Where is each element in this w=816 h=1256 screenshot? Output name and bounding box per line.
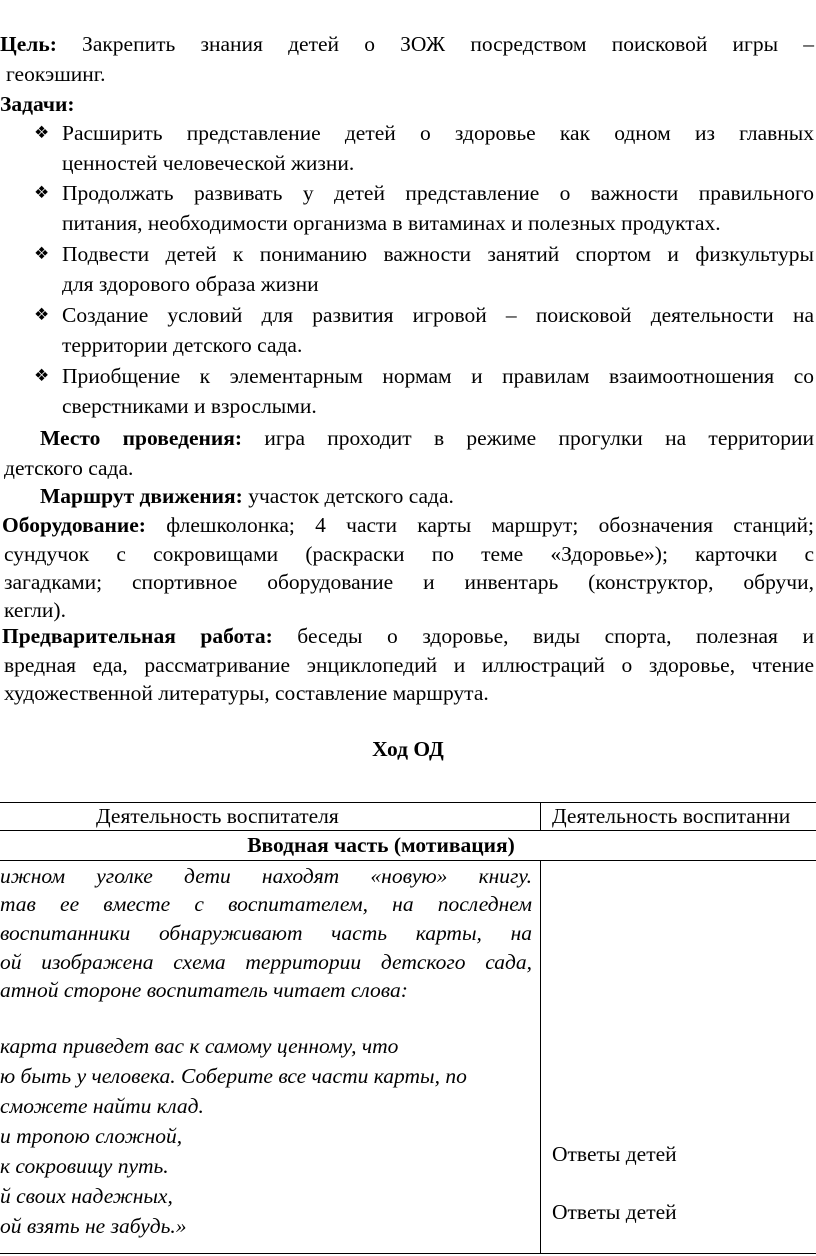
children-answer-1: Ответы детей <box>552 1142 677 1166</box>
column-header-children: Деятельность воспитанни <box>552 804 791 828</box>
place-text-continued: детского сада. <box>4 456 134 480</box>
teacher-line-5: атной стороне воспитатель читает слова: <box>0 978 408 1002</box>
task-2-line-2: питания, необходимости организма в витаминах и полезных продуктах. <box>62 211 721 235</box>
teacher-line-4: ой изображена схема территории детского сада, <box>0 950 532 974</box>
diamond-bullet-icon: ❖ <box>34 305 50 325</box>
teacher-line-3: воспитанники обнаруживают часть карты, на <box>0 921 532 945</box>
diamond-bullet-icon: ❖ <box>34 366 50 386</box>
task-2-line-1: Продолжать развивать у детей представление о важности правильного <box>62 181 814 205</box>
equipment-line-2: сундучок с сокровищами (раскраски по теме «Здоровье»); карточки с <box>4 542 814 566</box>
teacher-line-10: и тропою сложной, <box>0 1124 183 1148</box>
teacher-line-8: ю быть у человека. Соберите все части карты, по <box>0 1064 467 1088</box>
prework-line-3: художественной литературы, составление маршрута. <box>4 681 489 705</box>
place-line-1 <box>40 424 814 452</box>
task-1-line-1: Расширить представление детей о здоровье как одном из главных <box>62 121 814 145</box>
task-3-line-2: для здорового образа жизни <box>62 272 319 296</box>
place-label: Место проведения: <box>40 426 243 450</box>
goal-text: Закрепить знания детей о ЗОЖ посредством поисковой игры – <box>82 32 814 56</box>
task-4-line-1: Создание условий для развития игровой – поисковой деятельности на <box>62 303 814 327</box>
place-text: игра проходит в режиме прогулки на территории <box>264 426 814 450</box>
section-title: Ход ОД <box>372 737 444 761</box>
diamond-bullet-icon: ❖ <box>34 123 50 143</box>
task-1-line-2: ценностей человеческой жизни. <box>62 151 355 175</box>
route-label: Маршрут движения: <box>40 484 243 508</box>
table-border-bottom <box>0 1253 816 1254</box>
teacher-line-2: тав ее вместе с воспитателем, на последнем <box>0 892 532 916</box>
goal-line-1 <box>0 30 816 58</box>
teacher-line-7: карта приведет вас к самому ценному, что <box>0 1034 399 1058</box>
equipment-line-3: загадками; спортивное оборудование и инвентарь (конструктор, обручи, <box>4 570 814 594</box>
children-answer-2: Ответы детей <box>552 1200 677 1224</box>
task-4-line-2: территории детского сада. <box>62 333 303 357</box>
tasks-label: Задачи: <box>0 92 75 116</box>
diamond-bullet-icon: ❖ <box>34 183 50 203</box>
teacher-line-12: й своих надежных, <box>0 1184 173 1208</box>
teacher-line-1: ижном уголке дети находят «новую» книгу. <box>0 864 532 888</box>
equipment-line-4: кегли). <box>4 598 66 622</box>
teacher-line-9: сможете найти клад. <box>0 1094 204 1118</box>
column-header-teacher: Деятельность воспитателя <box>96 804 339 828</box>
task-5-line-1: Приобщение к элементарным нормам и правилам взаимоотношения со <box>62 364 814 388</box>
goal-label: Цель: <box>0 32 57 56</box>
prework-line-2: вредная еда, рассматривание энциклопедий и иллюстраций о здоровье, чтение <box>4 653 814 677</box>
table-section-divider <box>0 860 816 861</box>
table-column-divider-header <box>540 802 541 830</box>
diamond-bullet-icon: ❖ <box>34 244 50 264</box>
table-column-divider-body <box>540 860 541 1254</box>
equipment-line-1: Оборудование: флешколонка; 4 части карты маршрут; обозначения станций; <box>2 513 814 537</box>
goal-text-continued: геокэшинг. <box>6 62 106 86</box>
prework-label: Предварительная работа: <box>2 624 273 648</box>
teacher-line-13: ой взять не забудь.» <box>0 1214 187 1238</box>
activity-table <box>0 802 816 1254</box>
equipment-label: Оборудование: <box>2 513 146 537</box>
route-line <box>40 482 454 510</box>
route-text: участок детского сада. <box>248 484 454 508</box>
teacher-line-11: к сокровищу путь. <box>0 1154 169 1178</box>
prework-line-1: Предварительная работа: беседы о здоровье, виды спорта, полезная и <box>2 624 814 648</box>
section-row-title: Вводная часть (мотивация) <box>247 833 515 857</box>
task-3-line-1: Подвести детей к пониманию важности занятий спортом и физкультуры <box>62 242 814 266</box>
task-5-line-2: сверстниками и взрослыми. <box>62 394 317 418</box>
